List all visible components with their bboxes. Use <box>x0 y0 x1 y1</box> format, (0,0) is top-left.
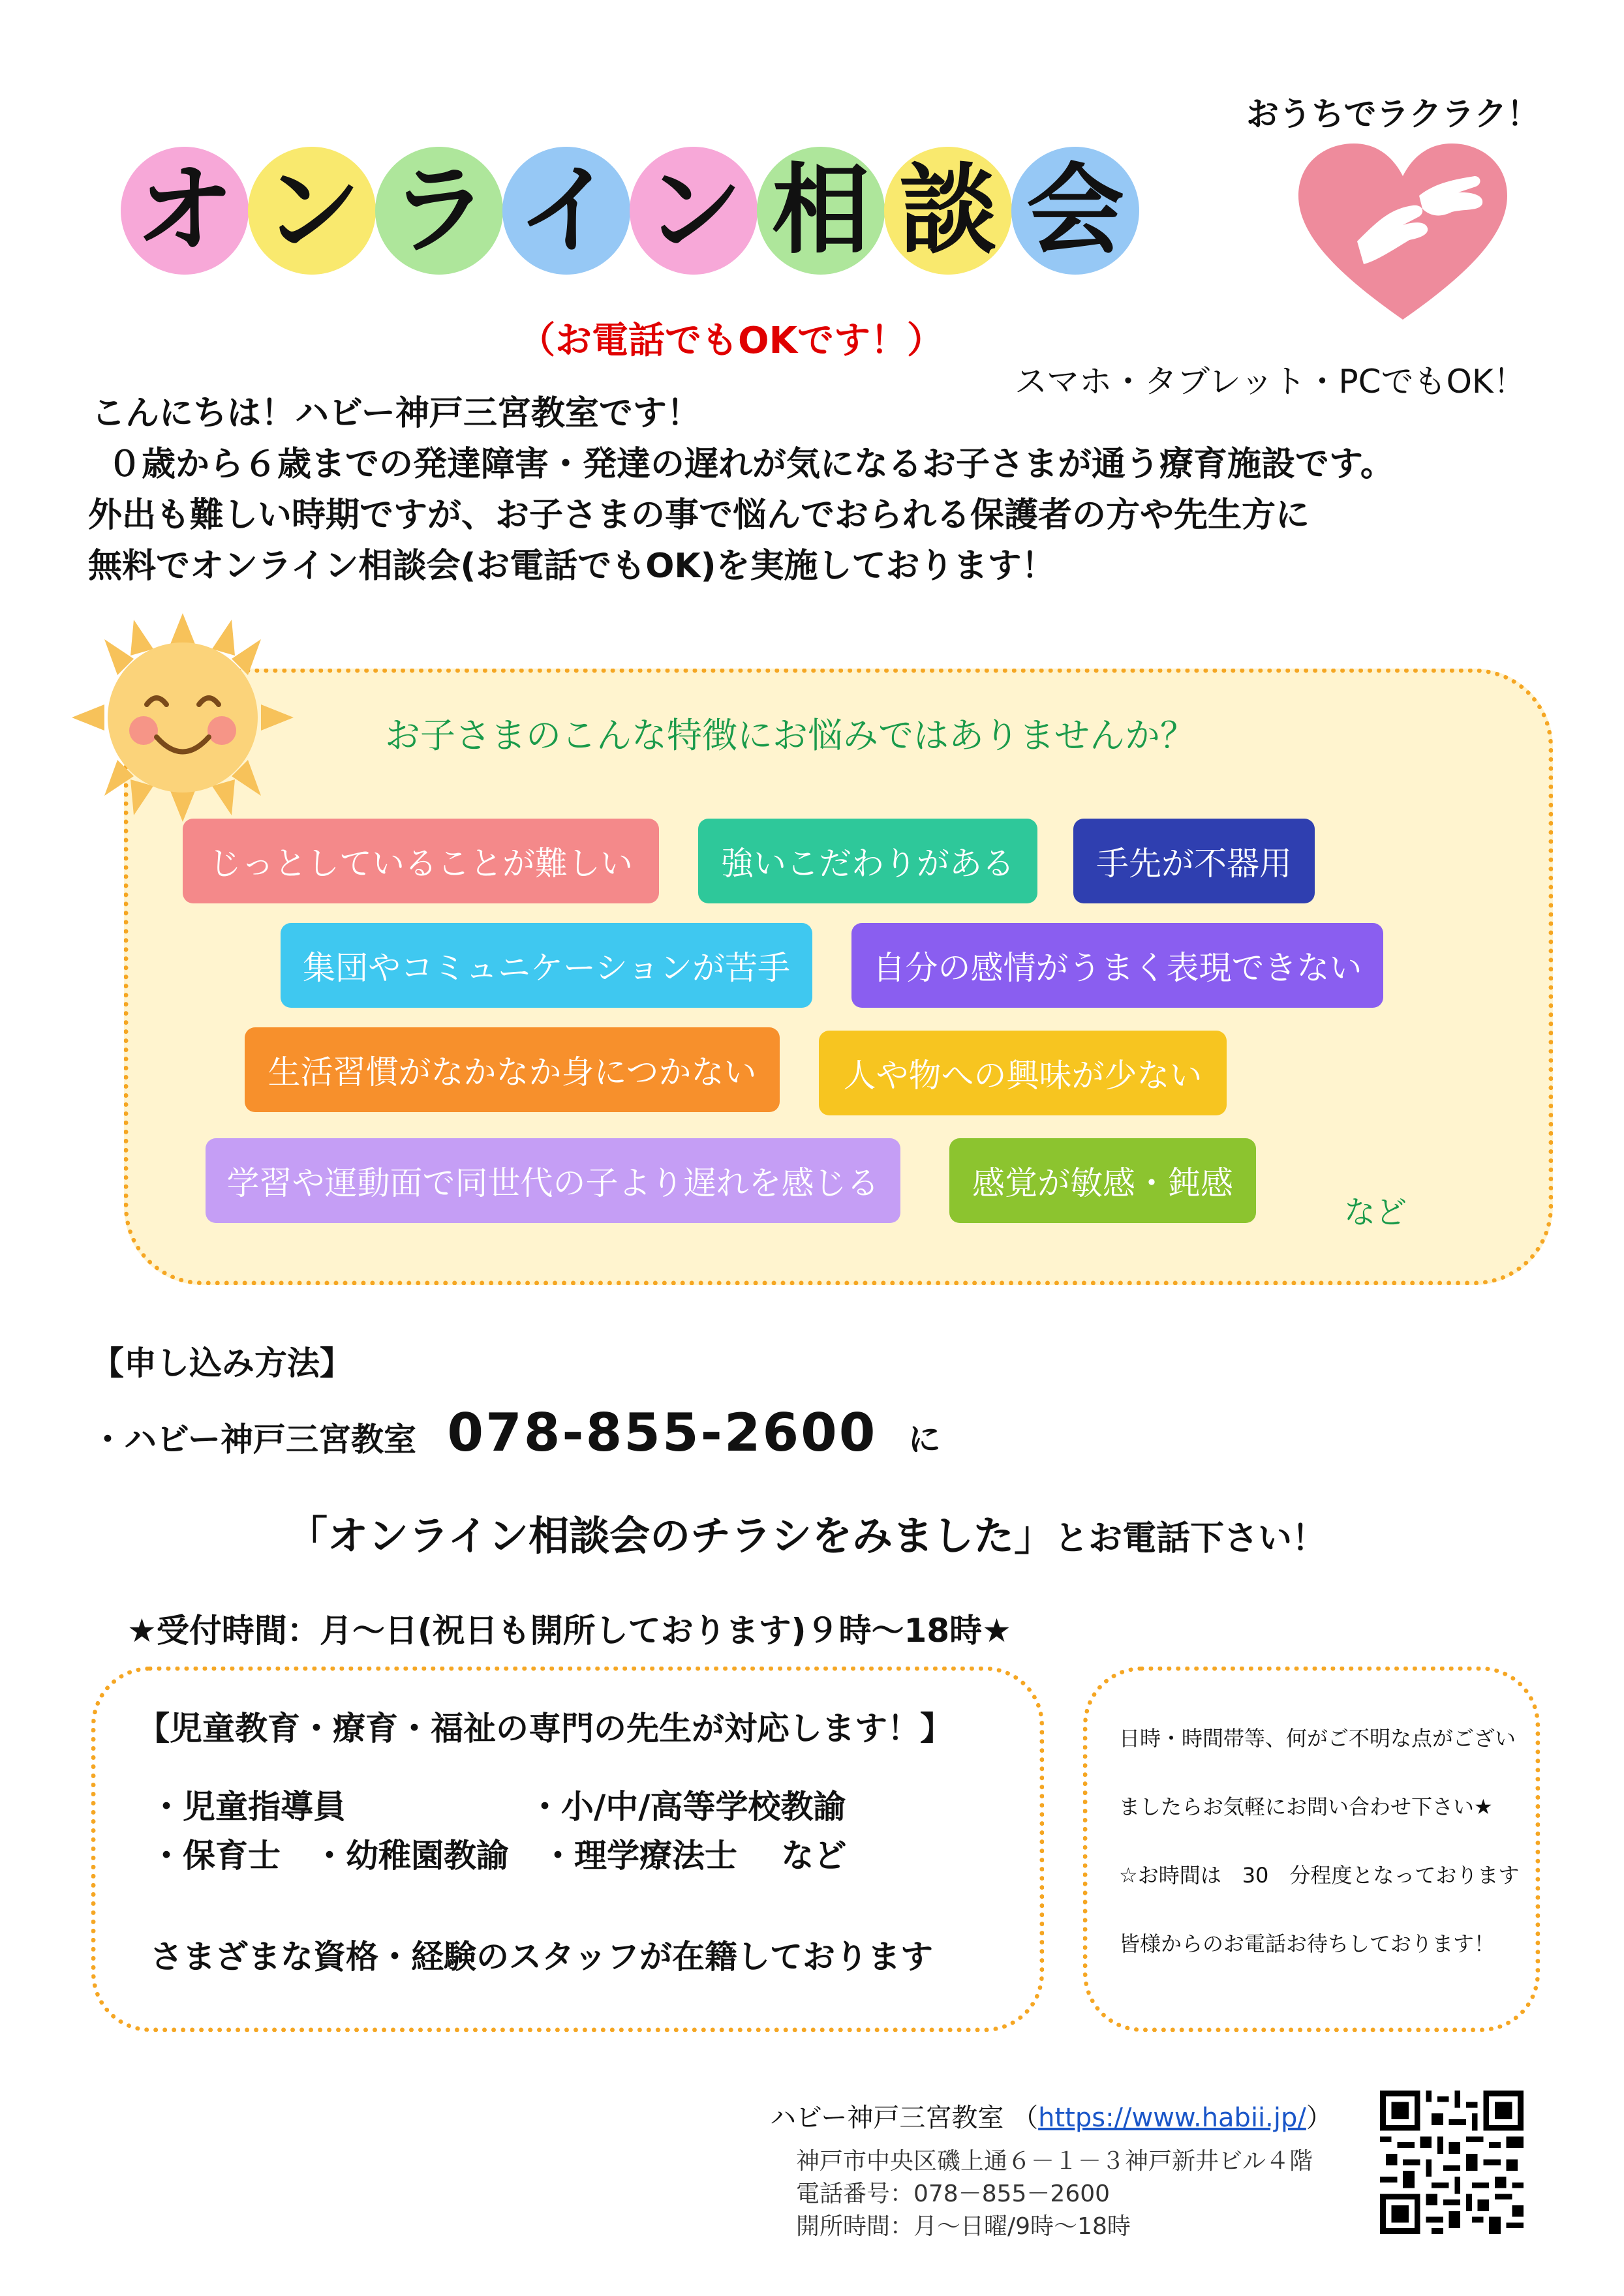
footer-tel: 電話番号：078－855－2600 <box>796 2181 1111 2207</box>
title-char: ラ <box>375 147 503 275</box>
smiling-sun-icon <box>72 613 294 822</box>
concern-tag: じっとしていることが難しい <box>183 819 659 903</box>
footer-hours: 開所時間：月～日曜/9時～18時 <box>796 2213 1131 2240</box>
devices-note: スマホ・タブレット・PCでもOK！ <box>1015 363 1526 400</box>
callout-main: 「オンライン相談会のチラシをみました」 <box>287 1512 1055 1560</box>
info-line: ましたらお気軽にお問い合わせ下さい★ <box>1119 1794 1493 1819</box>
concern-tag: 自分の感情がうまく表現できない <box>851 923 1383 1008</box>
title-char: ン <box>630 147 758 275</box>
title-char: 会 <box>1011 147 1139 275</box>
intro-line: こんにちは！ハビー神戸三宮教室です！ <box>91 394 701 433</box>
apply-heading: 【申し込み方法】 <box>91 1344 352 1382</box>
concern-tag: 集団やコミュニケーションが苦手 <box>281 923 812 1008</box>
concern-tag: 学習や運動面で同世代の子より遅れを感じる <box>206 1138 900 1223</box>
title-char: イ <box>502 147 630 275</box>
info-panel <box>1083 1667 1540 2032</box>
reception-hours: ★受付時間：月～日(祝日も開所しております)９時～18時★ <box>127 1612 1011 1650</box>
title-char: 相 <box>757 147 885 275</box>
title-char: ン <box>248 147 376 275</box>
concern-tag: 強いこだわりがある <box>698 819 1037 903</box>
heart-hands-icon <box>1298 144 1507 326</box>
footer-address: 神戸市中央区磯上通６－１－３神戸新井ビル４階 <box>796 2148 1313 2175</box>
footer-name: ハビー神戸三宮教室 <box>770 2103 1004 2133</box>
footer-url-open: （ <box>1012 2103 1039 2133</box>
callout <box>287 1503 1326 1562</box>
info-line: 皆様からのお電話お待ちしております！ <box>1119 1931 1495 1956</box>
apply-line <box>91 1402 941 1463</box>
etc-label: など <box>1344 1194 1407 1231</box>
concerns-question: お子さまのこんな特徴にお悩みではありませんか？ <box>385 715 1195 756</box>
footer-org <box>770 2097 1332 2134</box>
concern-tag: 手先が不器用 <box>1073 819 1315 903</box>
phone-number[interactable]: 078-855-2600 <box>447 1402 878 1463</box>
staff-footer: さまざまな資格・経験のスタッフが在籍しております <box>150 1938 933 1976</box>
concern-tag: 生活習慣がなかなか身につかない <box>245 1027 780 1112</box>
concern-tag: 人や物への興味が少ない <box>819 1031 1227 1115</box>
info-line: 日時・時間帯等、何がご不明な点がござい <box>1119 1726 1516 1751</box>
staff-item: ・小/中/高等学校教諭 <box>529 1788 846 1826</box>
title-char: 談 <box>884 147 1012 275</box>
footer-url-close: ） <box>1306 2103 1332 2133</box>
info-line: ☆お時間は 30 分程度となっております <box>1119 1863 1520 1888</box>
intro-line: 無料でオンライン相談会(お電話でもOK)を実施しております！ <box>88 547 1056 586</box>
apply-prefix: ・ハビー神戸三宮教室 <box>91 1421 416 1458</box>
intro-line: 外出も難しい時期ですが、お子さまの事で悩んでおられる保護者の方や先生方に <box>88 496 1310 535</box>
staff-item: ・保育士 ・幼稚園教諭 ・理学療法士 など <box>150 1837 847 1875</box>
staff-heading: 【児童教育・療育・福祉の専門の先生が対応します！】 <box>137 1710 953 1747</box>
concern-tag: 感覚が敏感・鈍感 <box>949 1138 1256 1223</box>
phone-ok-note: （お電話でもOKです！） <box>519 320 943 362</box>
callout-tail: とお電話下さい！ <box>1054 1519 1326 1558</box>
qr-code-icon[interactable] <box>1380 2091 1524 2234</box>
intro-text <box>88 388 1394 592</box>
corner-note: おうちでラクラク！ <box>1246 95 1540 133</box>
website-link[interactable]: https://www.habii.jp/ <box>1038 2103 1306 2133</box>
apply-suffix: に <box>908 1421 941 1458</box>
staff-item: ・児童指導員 <box>150 1788 346 1826</box>
title-char: オ <box>121 147 249 275</box>
intro-line: ０歳から６歳までの発達障害・発達の遅れが気になるお子さまが通う療育施設です。 <box>108 445 1394 484</box>
